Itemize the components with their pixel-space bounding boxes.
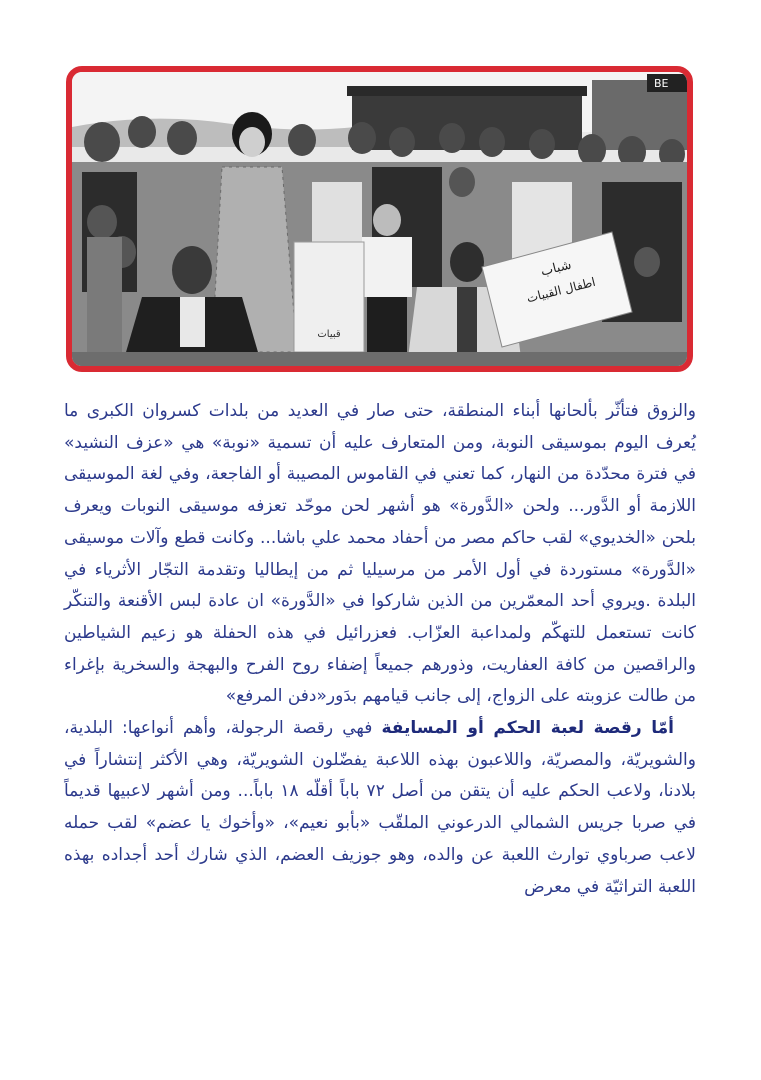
storefront-sign-text: BE: [654, 77, 669, 90]
banner-left-text: قبيات: [317, 329, 341, 340]
paragraph-2: [64, 713, 696, 903]
banner-right-text-1: شباب: [539, 257, 574, 280]
paragraph-2-bold-lead: أمّا رقصة لعبة الحكم أو المسايفة: [381, 718, 675, 739]
banner-right-text-2: اطفال القبيات: [525, 274, 597, 306]
historical-photo: [66, 66, 693, 372]
article-body: [64, 396, 696, 903]
group-photo-illustration: [72, 72, 687, 366]
paragraph-2-text: فهي رقصة الرجولة، وأهم أنواعها: البلدية، والشويريّة، والمصريّة، واللاعبون بهذه اللاعبة يفضّلون الشويريّة، وهي الأكثر إنتشاراً في بلادنا، ولاعب الحكم عليه أن يتقن من أصل ٧٢ باباً أقلّه ١٨ باباً... ومن أشهر لاعبيها قديماً في صربا جريس الشمالي الدرعوني الملقّب «بأبو نعيم»، «وأخوك يا عضم» لقب حمله لاعب صرباوي توارث اللعبة عن والده، وهو جوزيف العضم، الذي شارك أحد أجداده بهذه اللعبة التراثيّة في معرض: [64, 718, 696, 897]
paragraph-1: والزوق فتأثّر بألحانها أبناء المنطقة، حتى صار في العديد من بلدات كسروان الكبرى ما يُعرف اليوم بموسيقى النوبة، ومن المتعارف عليه أن تسمية «نوبة» هي «عزف النشيد» في فترة محدّدة من النهار، كما تعني في القاموس المصيبة أو الفاجعة، وفي لغة الموسيقى اللازمة أو الدَّور... ولحن «الدَّورة» هو أشهر لحن موحّد تعزفه موسيقى النوبات ويعرف بلحن «الخديوي» لقب حاكم مصر من أحفاد محمد علي باشا... وكانت قطع وآلات موسيقى «الدَّورة» مستوردة في أول الأمر من مرسيليا ثم من إيطاليا وتقدمة التجّار الأثرياء في البلدة .ويروي أحد المعمّرين من الذين شاركوا في «الدَّورة» ان عادة لبس الأقنعة والتنكّر كانت تستعمل للتهكّم ولمداعبة العزّاب. فعزرائيل في هذه الحفلة هو زعيم الشياطين والراقصين من كافة العفاريت، وذورهم جميعاً إضفاء روح الفرح والبهجة والسخرية بإغراء من طالت عزوبته على الزواج، إلى جانب قيامهم بدَور«دفن المرفع»: [64, 401, 696, 707]
